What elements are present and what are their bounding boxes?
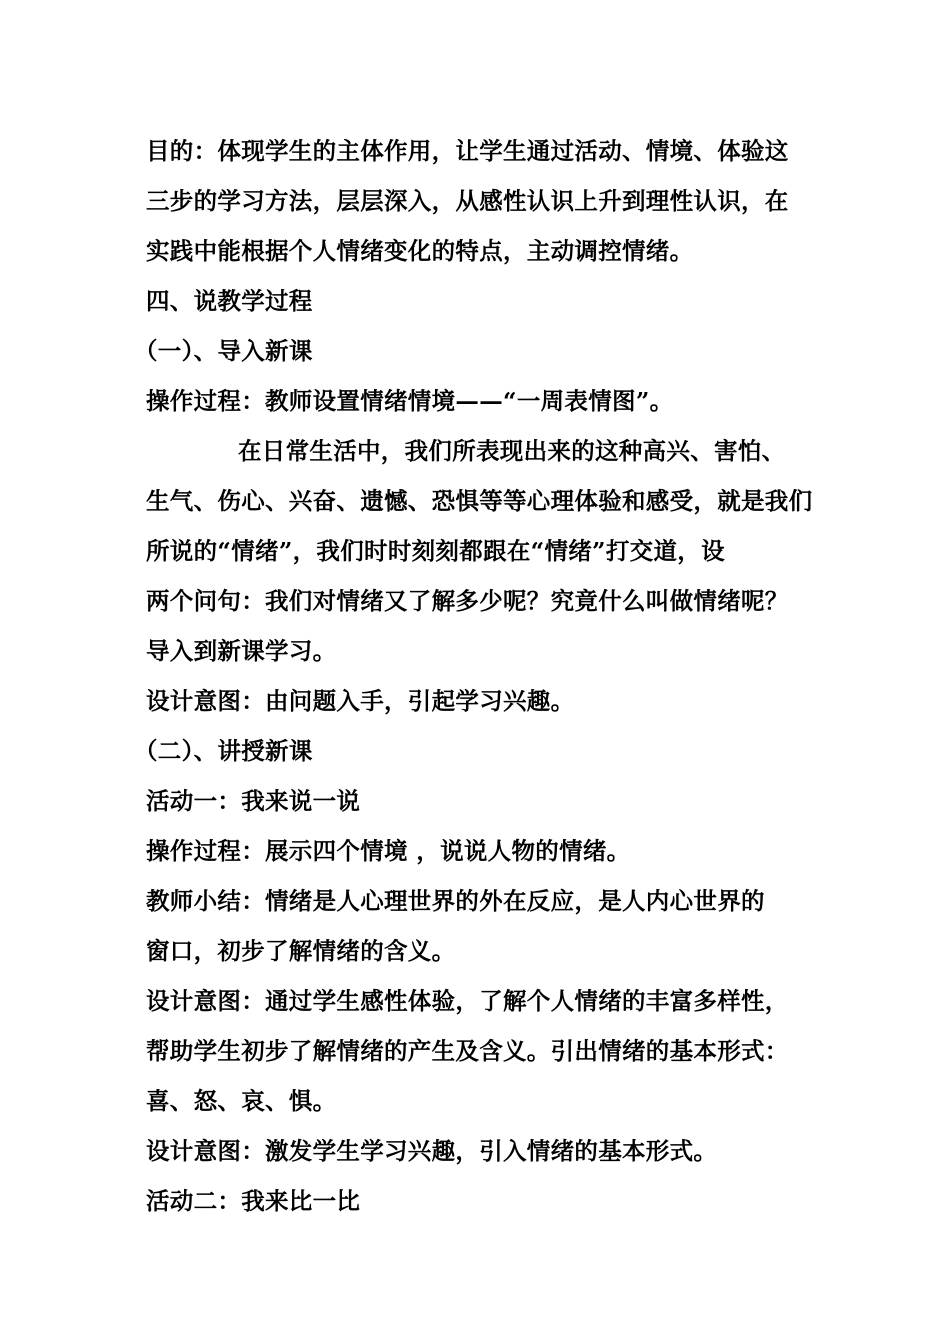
subsection-heading-intro: （一）、导入新课 <box>134 337 313 365</box>
teacher-summary-line-2: 窗口，初步了解情绪的含义。 <box>146 937 456 965</box>
activity-one-design-intent-2: 设计意图：激发学生学习兴趣，引入情绪的基本形式。 <box>146 1137 718 1165</box>
intro-paragraph-line-1: 在日常生活中，我们所表现出来的这种高兴、害怕、 <box>238 437 786 465</box>
activity-one-design-line-3: 喜、怒、哀、惧。 <box>146 1087 337 1115</box>
activity-one-design-line-2: 帮助学生初步了解情绪的产生及含义。引出情绪的基本形式： <box>146 1037 789 1065</box>
intro-paragraph-line-5: 导入到新课学习。 <box>146 637 337 665</box>
intro-paragraph-line-2: 生气、伤心、兴奋、遗憾、恐惧等等心理体验和感受，就是我们 <box>146 487 813 515</box>
purpose-line-3: 实践中能根据个人情绪变化的特点，主动调控情绪。 <box>146 237 694 265</box>
activity-one-design-line-1: 设计意图：通过学生感性体验，了解个人情绪的丰富多样性， <box>146 987 789 1015</box>
activity-one-operation: 操作过程：展示四个情境 ，说说人物的情绪。 <box>146 837 631 865</box>
activity-one-title: 活动一：我来说一说 <box>146 787 361 815</box>
intro-paragraph-line-3: 所说的“情绪”，我们时时刻刻都跟在“情绪”打交道，设 <box>146 537 725 565</box>
document-page <box>134 126 836 1226</box>
intro-design-intent: 设计意图：由问题入手，引起学习兴趣。 <box>146 687 575 715</box>
purpose-line-2: 三步的学习方法，层层深入，从感性认识上升到理性认识，在 <box>146 187 789 215</box>
intro-paragraph-line-4: 两个问句：我们对情绪又了解多少呢？究竟什么叫做情绪呢？ <box>146 587 789 615</box>
intro-operation-line: 操作过程：教师设置情绪情境——“一周表情图”。 <box>146 387 674 415</box>
purpose-line-1: 目的：体现学生的主体作用，让学生通过活动、情境、体验这 <box>146 137 789 165</box>
section-heading-teaching-process: 四、说教学过程 <box>146 287 313 315</box>
subsection-heading-new-lesson: （二）、讲授新课 <box>134 737 313 765</box>
activity-two-title: 活动二：我来比一比 <box>146 1187 361 1215</box>
teacher-summary-line-1: 教师小结：情绪是人心理世界的外在反应，是人内心世界的 <box>146 887 765 915</box>
